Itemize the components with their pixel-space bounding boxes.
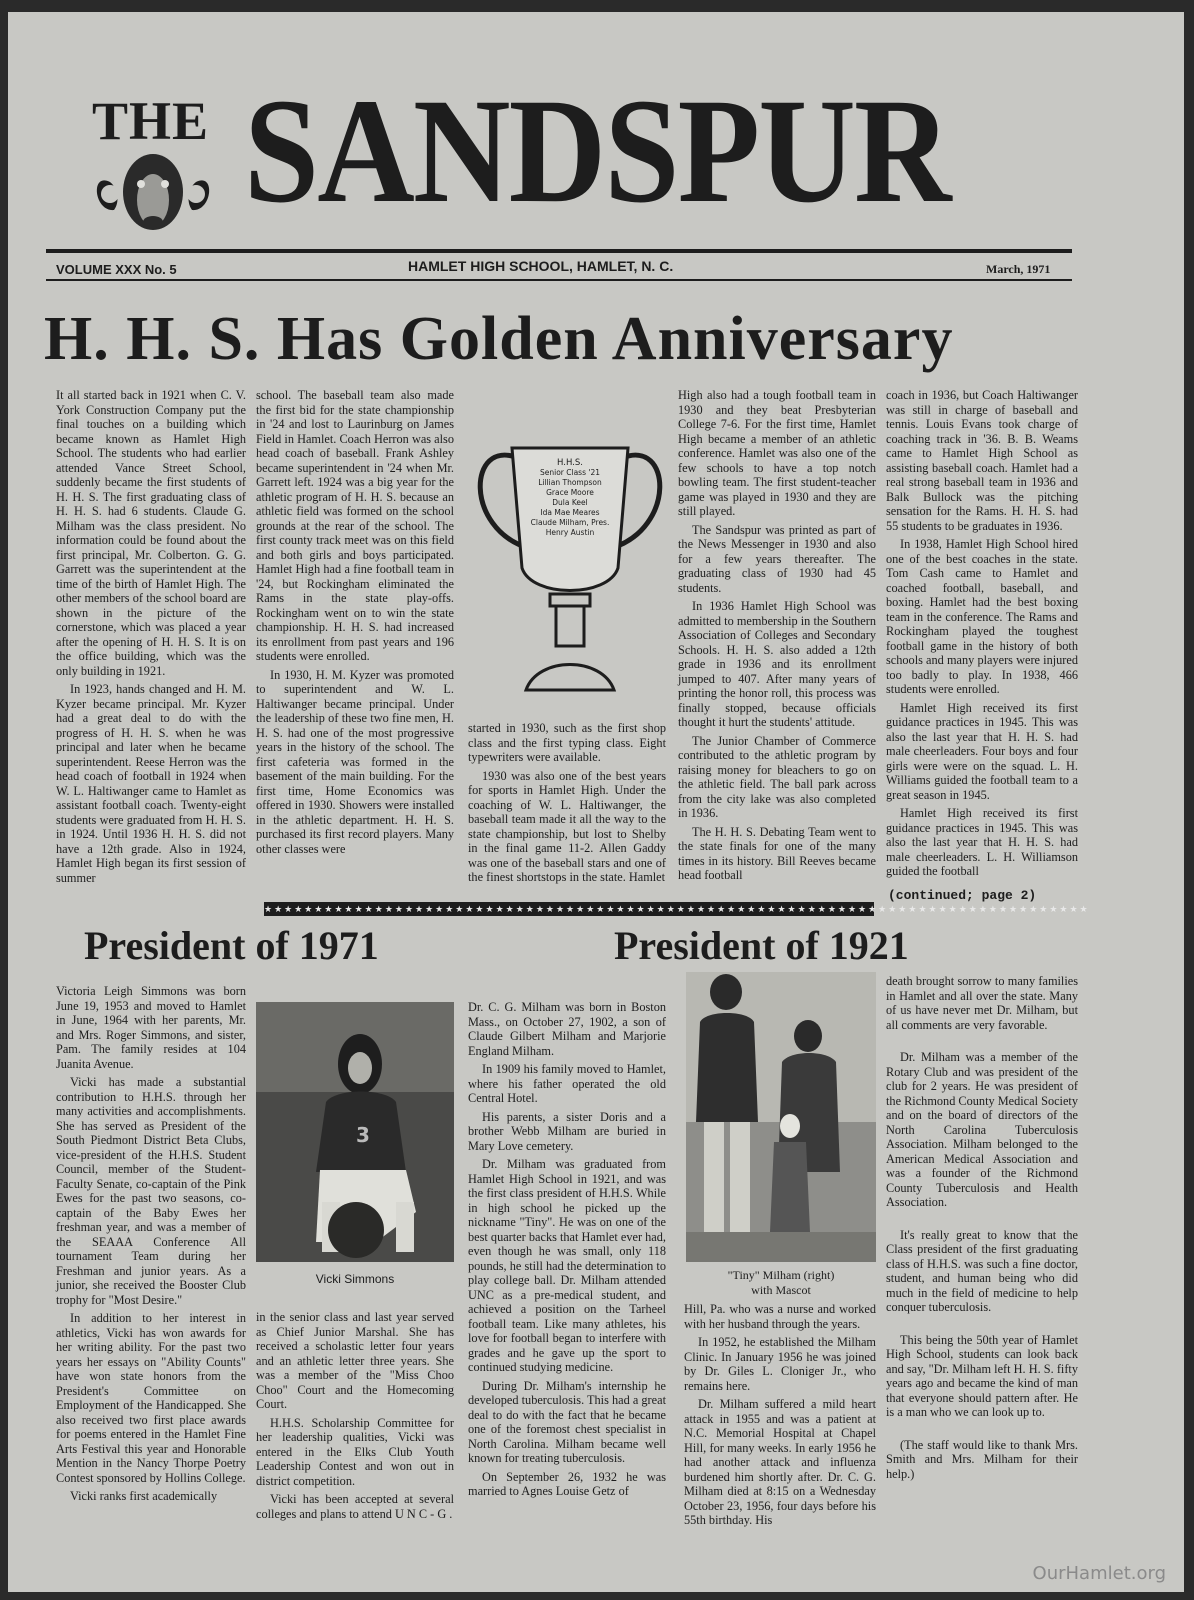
president-1971-column-2: [256, 1310, 454, 1582]
paragraph: In 1952, he established the Milham Clinic. In January 1956 he was joined by Dr. Giles L. Cloniger Jr., who remains here.: [684, 1335, 876, 1393]
tiny-milham-photo: [686, 972, 876, 1262]
paragraph: It all started back in 1921 when C. V. York Construction Company put the final touches on a building which became known as Hamlet High School. The students who had earlier attended Vance Street School, suddenly became the first students of H. H. S. The first graduating class of H. H. S. had 6 students. Claude G. Milham was the class president. No information could be found about the first principal, Mr. Colberton. G. G. Garrett was the superintendent at the time of the birth of Hamlet High. The other members of the school board are shown in the picture of the cornerstone, which was placed a year after the opening of H. H. S. It is on the office building, which was the only building in 1921.: [56, 388, 246, 678]
paragraph: In addition to her interest in athletics, Vicki has won awards for her writing ability. For the past two years her essays on "Ability Counts" have won state honors from the President's Committee on Employment of the Handicapped. She also received two first place awards for poems entered in the Hamlet Fine Arts Festival this year and Honorable Mention in the Nancy Thorpe Poetry Contest sponsored by Hollins College.: [56, 1311, 246, 1485]
paragraph: (The staff would like to thank Mrs. Smith and Mrs. Milham for their help.): [886, 1437, 1078, 1481]
paragraph: On September 26, 1932 he was married to Agnes Louise Getz of: [468, 1469, 666, 1498]
site-watermark: OurHamlet.org: [1032, 1563, 1166, 1584]
lead-column-3: [468, 721, 666, 897]
paragraph: Hamlet High received its first guidance practices in 1945. This was also the last year that H. H. S. had male cheerleaders. Four boys and four girls were were on the squad. L. H. Williams guided the football team to a great season in 1945.: [886, 700, 1078, 802]
vicki-simmons-photo: [256, 1002, 454, 1262]
tiny-photo-caption: [686, 1268, 876, 1298]
paragraph: Vicki ranks first academically: [70, 1489, 218, 1503]
masthead-rule: [46, 249, 1072, 253]
caption-line: "Tiny" Milham (right): [727, 1268, 835, 1282]
president-1921-column-3: [886, 974, 1078, 1582]
caption-line: with Mascot: [751, 1283, 811, 1297]
vicki-photo-caption: Vicki Simmons: [315, 1272, 395, 1286]
paragraph: Victoria Leigh Simmons was born June 19, 1953 and moved to Hamlet in June, 1964 with her parents, Mr. and Mrs. Roger Simmons, and sister, Pam. The family resides at 104 Juanita Avenue.: [56, 984, 246, 1071]
paragraph: High also had a tough football team in 1930 and they beat Presbyterian College 7-6. For the first time, Hamlet High became a member of an athletic conference. Hamlet was also one of the few schools to have a top notch bowling team. The first student-teacher game was played in 1930 and they are still played.: [678, 388, 876, 518]
paragraph: coach in 1936, but Coach Haltiwanger was still in charge of baseball and tennis. Louis Evans took charge of coaching track in '36. B. B. Weams came to Hamlet High School as assisting baseball coach. Hamlet had a real strong baseball team in 1936 and Balk Bullock was the pitching sensation for the Rams. H. H. S. had 55 students to be graduates in 1936.: [886, 388, 1078, 533]
newspaper-page: [8, 12, 1184, 1592]
school-name: HAMLET HIGH SCHOOL, HAMLET, N. C.: [408, 258, 674, 274]
paragraph: In 1936 Hamlet High School was admitted to membership in the Southern Association of Colleges and Secondary Schools. H. H. S. also added a 12th grade in 1936 and its enrollment jumped to 407. After many years of printing the honor roll, this process was finally stopped, because officials thought it hurt the students' attitude.: [678, 599, 876, 729]
paragraph: Dr. Milham was a member of the Rotary Club and was president of the club for 2 years. He was president of the Richmond County Medical Society and on the board of directors of the North Carolina Tuberculosis Association. Milham belonged to the American Medical Association and was a founder of the Richmond County Tuberculosis and Health Association.: [886, 1050, 1078, 1209]
paragraph: Dr. Milham suffered a mild heart attack in 1955 and was a patient at N.C. Memorial Hospital at Chapel Hill, for many weeks. In early 1956 he had another attack and influenza burdened him shortly after. Dr. C. G. Milham died at 8:15 on a Wednesday October 23, 1956, four days before his 55th birthday. His: [684, 1397, 876, 1527]
issue-date: March, 1971: [986, 262, 1051, 276]
paragraph: H.H.S. Scholarship Committee for her leadership qualities, Vicki was entered in the Elks Club Youth Leadership Contest and won out in district competition.: [256, 1415, 454, 1488]
president-1921-headline: President of 1921: [614, 923, 909, 968]
paragraph: It's really great to know that the Class president of the first graduating class of H.H.S. was such a fine doctor, student, and human being who did much in the field of medicine to help conquer tuberculosis.: [886, 1227, 1078, 1314]
president-1921-column-1: [468, 1000, 666, 1582]
paragraph: 1930 was also one of the best years for sports in Hamlet High. Under the coaching of W. L. Haltiwanger, the baseball team made it all the way to the state championship, but lost to Shelby in the final game 11-2. Allen Gaddy was one of the baseball stars and one of the finest shortstops in the state. Hamlet: [468, 768, 666, 884]
trophy-line: Senior Class '21: [540, 468, 600, 477]
paragraph: In 1938, Hamlet High School hired one of the best coaches in the state. Tom Cash came to Hamlet and coached football, baseball, and boxing. Hamlet had the best boxing team in the conference. The Rams and Rockingham played the toughest football game in the history of both schools and many players were injured too badly to play. In 1938, 466 students were enrolled.: [886, 537, 1078, 696]
trophy-line: H.H.S.: [557, 458, 583, 468]
trophy-line: Lillian Thompson: [538, 478, 602, 487]
paragraph: Hamlet High received its first guidance practices in 1945. This was also the last year that H. H. S. had male cheerleaders. L. H. Williamson guided the football: [886, 806, 1078, 878]
paragraph: His parents, a sister Doris and a brother Webb Milham are buried in Mary Love cemetery.: [468, 1109, 666, 1153]
paragraph: Vicki has been accepted at several colleges and plans to attend U N C - G .: [256, 1492, 454, 1521]
trophy-line: Grace Moore: [546, 488, 594, 497]
paragraph: During Dr. Milham's internship he developed tuberculosis. This had a great deal to do with the fact that he became one of the foremost chest specialist in North Carolina. Milham became well known for treating tuberculosis.: [468, 1378, 666, 1465]
paragraph: The Junior Chamber of Commerce contributed to the athletic program by raising money for bleachers to go on the athletic field. The ball park across from the city lake was also completed in 1936.: [678, 733, 876, 820]
paragraph: Hill, Pa. who was a nurse and worked with her husband through the years.: [684, 1302, 876, 1331]
president-1921-column-2: [684, 1302, 876, 1582]
trophy-line: Ida Mae Meares: [540, 508, 600, 517]
continued-note: (continued; page 2): [888, 888, 1037, 903]
svg-text:3: 3: [356, 1123, 370, 1147]
paragraph: school. The baseball team also made the first bid for the state championship in '24 and lost to Laurinburg on James Field in Hamlet. Coach Herron was also head coach of baseball. Frank Ashley became superintendent in '24 when Mr. Garrett left. 1924 was a big year for the athletic program of H. H. S. because an athletic field was formed on the school grounds at the rear of the school. The first county track meet was on this field and both girls and boys participated. Hamlet High had a fine football team in '24, but Rockingham eliminated the Rams in the state play-offs. Rockingham went on to win the state championship. H. H. S. had increased its enrollment from past years and 196 students were enrolled.: [256, 388, 454, 663]
paragraph: In 1909 his family moved to Hamlet, where his father operated the old Central Hotel.: [468, 1062, 666, 1105]
ram-head-icon: [90, 142, 216, 238]
paragraph: The Sandspur was printed as part of the News Messenger in 1930 and also for a few years thereafter. The graduating class of 1930 had 45 students.: [678, 522, 876, 595]
paragraph: Dr. Milham was graduated from Hamlet High School in 1921, and was the first class president of H.H.S. While in high school he picked up the nickname "Tiny". He was on one of the best quarter backs that Hamlet ever had, even though he was small, only 118 pounds, he still had the determination to play college ball. Dr. Milham attended UNC as a pre-medical student, and achieved a position on the Tarheel football team. Like many athletes, his love for football began to interfere with grades and he gave up the sport to continued studying medicine.: [468, 1157, 666, 1374]
trophy-line: Henry Austin: [545, 528, 595, 537]
paragraph: In 1930, H. M. Kyzer was promoted to superintendent and W. L. Haltiwanger became principal. Under the leadership of these two fine men, H. H. S. had one of the most progressive years in the history of the school. The first cafeteria was formed in the basement of the main building. For the first time, Home Economics was offered in 1930. Showers were installed in the athletic department. H. H. S. purchased its first record players. Many other classes were: [256, 667, 454, 856]
star-divider: ★★★★★★★★★★★★★★★★★★★★★★★★★★★★★★★★★★★★★★★★★★★★★★★★★★★★★★★★★★★★★★★★★★★★★★★★★★★★★★★★★★: [264, 904, 1090, 914]
president-1971-column-1: [56, 984, 246, 1582]
paragraph: The H. H. S. Debating Team went to the state finals for one of the many times in its history. Bill Reeves became head football: [678, 824, 876, 882]
lead-column-1: [56, 388, 246, 896]
masthead-title: SANDSPUR: [244, 68, 950, 234]
paragraph: in the senior class and last year served as Chief Junior Marshal. She has received a scholastic letter four years and an athletic letter three years. She was a member of the "Miss Choo Choo" Court and the Homecoming Court.: [256, 1310, 454, 1411]
paragraph: death brought sorrow to many families in Hamlet and all over the state. Many of us have never met Dr. Milham, but all comments are very favorable.: [886, 974, 1078, 1032]
paragraph: started in 1930, such as the first shop class and the first typing class. Eight typewriters were available.: [468, 721, 666, 764]
lead-column-2: [256, 388, 454, 896]
paragraph: Vicki has made a substantial contribution to H.H.S. through her many activities and accomplishments. She has served as President of the South Piedmont District Beta Clubs, vice-president of the H.H.S. Student Council, member of the Student-Faculty Senate, co-captain of the Pink Ewes for the past two seasons, co-captain of the Baby Ewes her freshman year, and was a member of the SEAAA Conference All tournament Team during her Freshman and junior years. As a junior, she received the Booster Club trophy for "Most Desire.": [56, 1075, 246, 1307]
president-1971-headline: President of 1971: [84, 923, 379, 968]
lead-column-5: [886, 388, 1078, 886]
masthead-the: THE: [92, 91, 210, 151]
masthead-rule-bottom: [46, 279, 1072, 281]
paragraph: Dr. C. G. Milham was born in Boston Mass., on October 27, 1902, a son of Claude Gilbert Milham and Marjorie England Milham.: [468, 1000, 666, 1058]
lead-column-4: [678, 388, 876, 898]
paragraph: This being the 50th year of Hamlet High School, students can look back and say, "Dr. Milham left H. H. S. fifty years ago and became the kind of man that everyone should pattern after. He is a man who we can look up to.: [886, 1332, 1078, 1419]
trophy-line: Claude Milham, Pres.: [530, 518, 610, 527]
lead-headline: H. H. S. Has Golden Anniversary: [44, 305, 954, 373]
paragraph: In 1923, hands changed and H. M. Kyzer became principal. Mr. Kyzer had a great deal to do with the progress of H. H. S. when he was principal and later when he became superintendent. Reese Herron was the head coach of football in 1924 when W. L. Haltiwanger came to Hamlet as assistant football coach. Twenty-eight students were graduated from H. H. S. in 1924. Until 1936 H. H. S. did not have a 12th grade. Also in 1924, Hamlet High began its first session of summer: [56, 682, 246, 885]
trophy-line: Dula Keel: [552, 498, 588, 507]
trophy-inscription: [522, 458, 618, 538]
volume-number: VOLUME XXX No. 5: [56, 262, 177, 277]
